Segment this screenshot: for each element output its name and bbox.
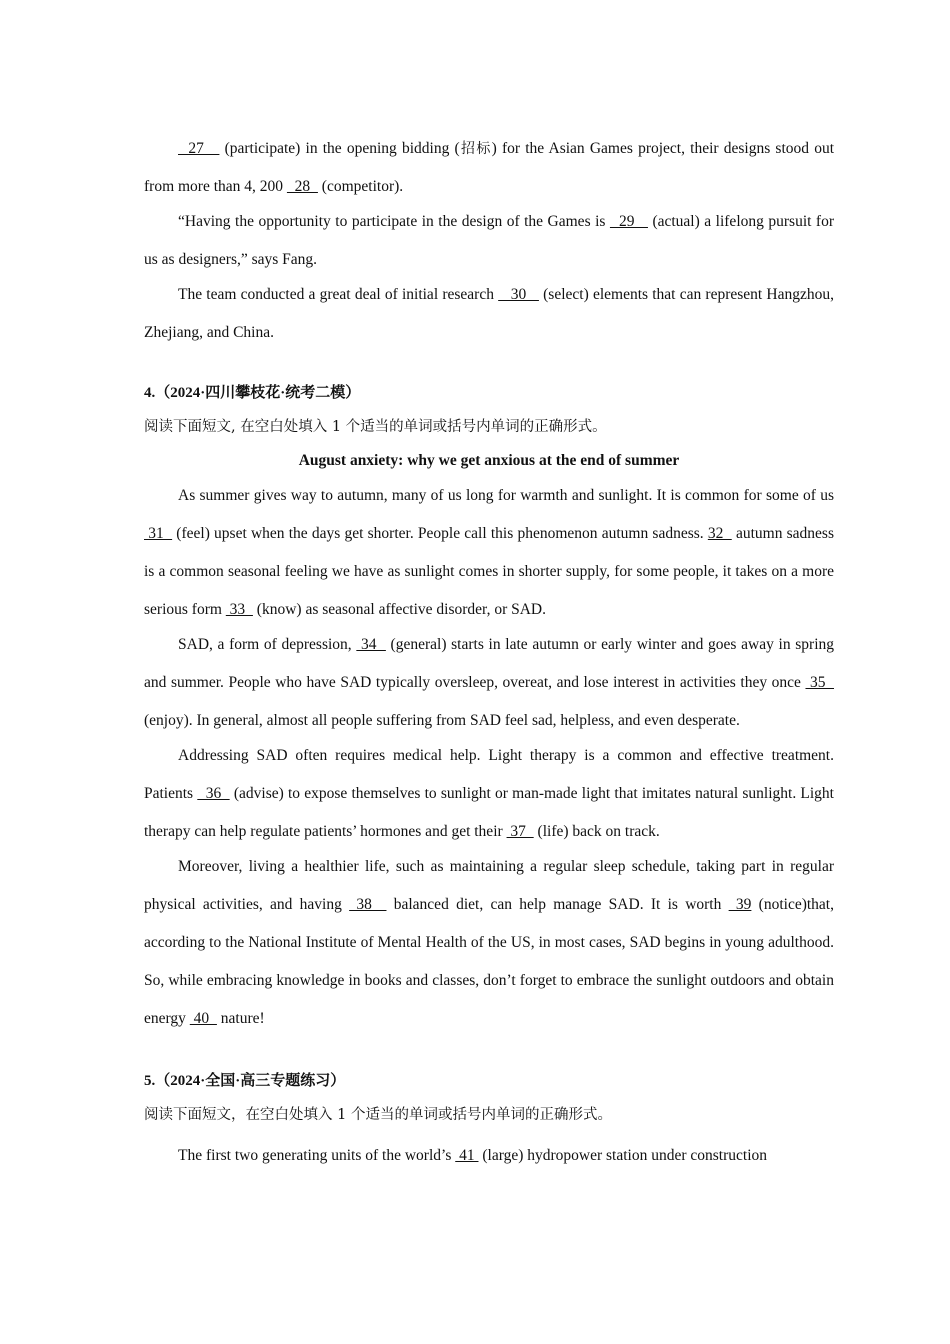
text-run: (know) as seasonal affective disorder, or SAD.: [252, 601, 546, 618]
section-3-continuation: [144, 130, 834, 352]
question-heading: 4.（2024·四川攀枝花·统考二模）: [144, 385, 361, 401]
instruction-text: 阅读下面短文，在空白处填入 1 个适当的单词或括号内单词的正确形式。: [144, 1107, 612, 1123]
section-4: [144, 381, 834, 1038]
text-run: “Having the opportunity to participate in the design of the Games is: [178, 213, 610, 230]
answer-blank: 33: [225, 601, 253, 618]
paragraph: [144, 1137, 834, 1175]
answer-blank: 37: [506, 823, 534, 840]
text-run: (actual) a lifelong pursuit for us as designers,” says Fang.: [144, 213, 835, 268]
text-run: SAD, a form of depression,: [178, 636, 357, 653]
answer-blank: 30: [498, 286, 539, 303]
text-run: Moreover, living a healthier life, such as maintaining a regular sleep schedule, taking part in regular physical activities, and having: [144, 858, 834, 913]
answer-blank: 36: [197, 785, 230, 802]
answer-blank: 27: [178, 140, 220, 157]
answer-blank: 40: [189, 1010, 217, 1027]
paragraph: [144, 848, 834, 1038]
text-run: (participate) in the opening bidding (: [219, 140, 460, 157]
chinese-gloss: 招标: [459, 141, 492, 157]
paragraph: [144, 737, 834, 851]
answer-blank: 28: [286, 178, 318, 195]
text-run: nature!: [216, 1010, 265, 1027]
text-run: (general) starts in late autumn or early winter and goes away in spring and summer. People who have SAD typically oversleep, overeat, and lose interest in activities they once: [144, 636, 834, 691]
text-run: Addressing SAD often requires medical help. Light therapy is a common and effective treatment. Patients: [144, 747, 834, 802]
text-run: (advise) to expose themselves to sunlight or man-made light that imitates natural sunlight. Light therapy can help regulate patients’ hormones and get their: [144, 785, 834, 840]
paragraph: [144, 477, 834, 629]
text-run: (feel) upset when the days get shorter. People call this phenomenon autumn sadness.: [172, 525, 708, 542]
text-run: The team conducted a great deal of initial research: [178, 286, 499, 303]
answer-blank: 38: [349, 896, 387, 913]
text-run: autumn sadness is a common seasonal feeling we have as sunlight comes in shorter supply, for some people, it takes on a more serious form: [144, 525, 834, 618]
question-heading: 5.（2024·全国·高三专题练习）: [144, 1073, 346, 1089]
section-5: [144, 1069, 834, 1175]
paragraph: [144, 276, 834, 352]
text-run: (enjoy). In general, almost all people suffering from SAD feel sad, helpless, and even desperate.: [144, 712, 740, 729]
answer-blank: 31: [144, 525, 173, 542]
text-run: (select) elements that can represent Hangzhou, Zhejiang, and China.: [144, 286, 834, 341]
answer-blank: 35: [805, 674, 834, 691]
text-run: (life) back on track.: [533, 823, 660, 840]
text-run: As summer gives way to autumn, many of us long for warmth and sunlight. It is common for some of us: [178, 487, 834, 504]
answer-blank: 34: [356, 636, 386, 653]
text-run: The first two generating units of the world’s: [178, 1147, 456, 1164]
instruction-text: 阅读下面短文, 在空白处填入 1 个适当的单词或括号内单词的正确形式。: [144, 419, 607, 435]
answer-blank: 39: [728, 896, 752, 913]
text-run: balanced diet, can help manage SAD. It is worth: [386, 896, 729, 913]
passage-title: August anxiety: why we get anxious at the end of summer: [298, 452, 680, 469]
answer-blank: 41: [455, 1147, 479, 1164]
text-run: ) for the Asian Games project, their designs stood out from more than 4, 200: [144, 140, 835, 195]
paragraph: [144, 130, 834, 206]
paragraph: [144, 203, 834, 279]
text-run: (large) hydropower station under construction: [478, 1147, 768, 1164]
document-page: [144, 130, 834, 1172]
answer-blank: 32: [707, 525, 732, 542]
text-run: (competitor).: [317, 178, 404, 195]
answer-blank: 29: [609, 213, 648, 230]
text-run: (notice)that, according to the National Institute of Mental Health of the US, in most cases, SAD begins in young adulthood. So, while embracing knowledge in books and classes, don’t forget to embrace the sunlight outdoors and obtain energy: [144, 896, 834, 1027]
paragraph: [144, 626, 834, 740]
